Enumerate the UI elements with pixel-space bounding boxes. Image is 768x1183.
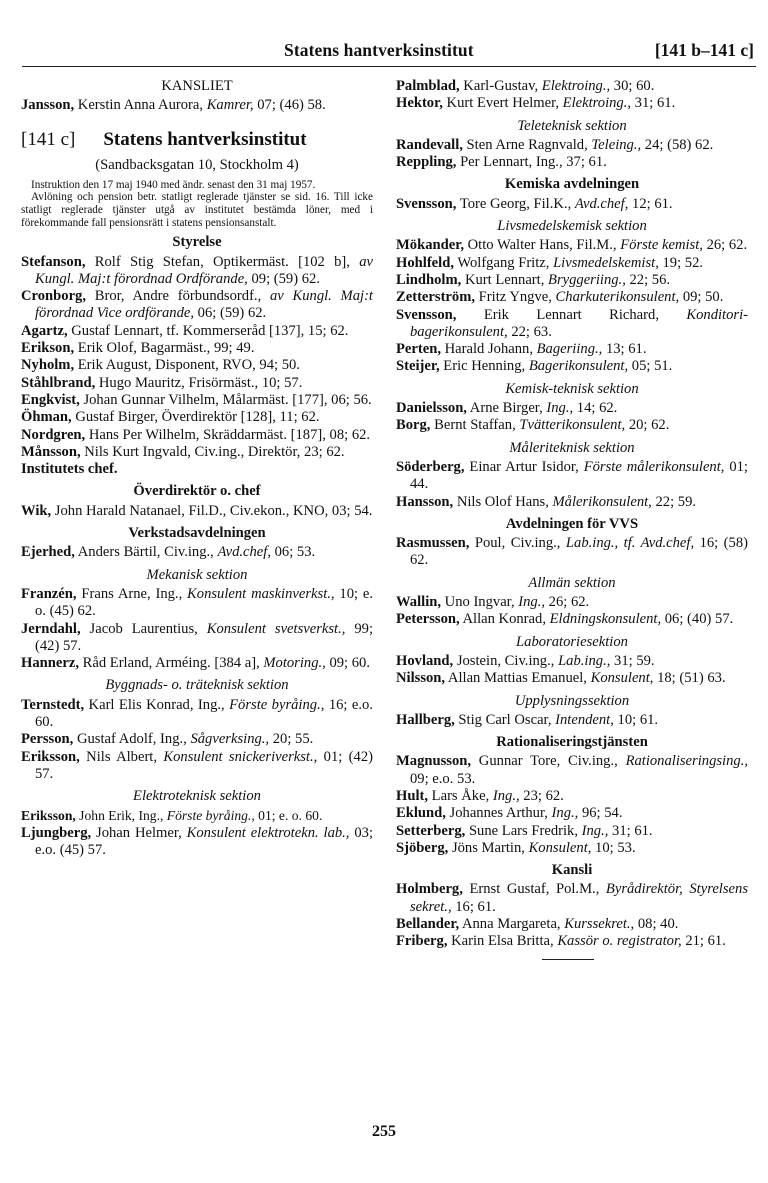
entry-text: Jacob Laurentius, xyxy=(80,620,207,637)
entry xyxy=(21,655,373,672)
entry-title: Intendent, xyxy=(555,711,614,728)
entry xyxy=(396,272,748,289)
entry-name: Svensson, xyxy=(396,306,457,323)
institute-note: Avlöning och pension betr. statligt reglerade tjänster se sid. 16. Till icke statligt reglerade tjänster utgå av institutet bestämda löner, med i förekommande fall pensionsrätt i statens pensionsanstalt. xyxy=(21,191,373,229)
entry-years: 96; 54. xyxy=(578,805,623,822)
entry-name: Hannerz, xyxy=(21,655,79,672)
entry-text: Anders Bärtil, Civ.ing., xyxy=(74,544,218,561)
entry-name: Rasmussen, xyxy=(396,535,470,552)
section-heading: Rationaliseringstjänsten xyxy=(496,734,648,751)
entry-years: 03; e.o. (45) 57. xyxy=(35,824,373,859)
entry-text: Karin Elsa Britta, xyxy=(447,933,558,950)
entry-years: 10; 61. xyxy=(613,711,659,728)
entry-years: 09; e.o. 53. xyxy=(410,770,476,787)
entry-title: Förste målerikonsulent, xyxy=(583,458,725,475)
entry-title: Eldningskonsulent, xyxy=(549,611,662,628)
entry-name: Öhman, xyxy=(21,409,72,426)
entry-title: Konsulent svetsverkst., xyxy=(206,620,346,637)
entry-text: Per Lennart, Ing., 37; 61. xyxy=(456,154,607,171)
section-heading: Kansli xyxy=(551,862,593,879)
entry xyxy=(396,823,748,840)
entry-years: 12; 61. xyxy=(628,195,673,212)
entry-title: Ing., xyxy=(581,822,609,839)
entry-name: Svensson, xyxy=(396,195,457,212)
entry-title: Kamrer, xyxy=(206,97,254,114)
entry-text: John Erik, Ing., xyxy=(75,808,167,824)
running-header-title: Statens hantverksinstitut xyxy=(284,40,474,60)
section-heading: Avdelningen för VVS xyxy=(505,515,639,532)
entry-text: Sten Arne Ragnvald, xyxy=(462,136,592,153)
entry-title: Konsulent, xyxy=(590,670,654,687)
right-column xyxy=(396,78,748,960)
entry xyxy=(396,459,748,494)
entry-years: 10; 53. xyxy=(591,839,636,856)
entry-name: Lindholm, xyxy=(396,271,462,288)
subsection-heading: Elektroteknisk sektion xyxy=(133,788,261,805)
entry-years: 31; 59. xyxy=(610,652,655,669)
entry-text: Lars Åke, xyxy=(428,787,493,804)
entry-name: Jansson, xyxy=(21,97,75,114)
entry-name: Hansson, xyxy=(396,493,454,510)
entry xyxy=(396,712,748,729)
entry-years: 26; 62. xyxy=(702,237,748,254)
entry-name: Borg, xyxy=(396,417,431,434)
entry-title: Konsulent, xyxy=(528,839,592,856)
entry xyxy=(396,805,748,822)
entry-text: Johan Gunnar Vilhelm, Målarmäst. [177], 06; 56. xyxy=(79,391,372,408)
entry-name: Månsson, xyxy=(21,443,81,460)
entry xyxy=(396,494,748,511)
entry-text: Rolf Stig Stefan, Optikermäst. [102 b], xyxy=(85,253,360,270)
entry-years: 06; (40) 57. xyxy=(661,611,734,628)
entry-name: Danielsson, xyxy=(396,400,467,417)
entry-name: Engkvist, xyxy=(21,391,80,408)
entry xyxy=(21,340,373,357)
entry xyxy=(21,375,373,392)
entry-years: 20; 55. xyxy=(269,731,314,748)
entry-name: Eklund, xyxy=(396,805,446,822)
section-heading: Verkstadsavdelningen xyxy=(128,525,266,542)
entry-title: Konditori-bagerikonsulent, xyxy=(410,306,748,340)
entry-title: Bagerikonsulent, xyxy=(528,358,629,375)
entry-title: Kurssekret., xyxy=(564,916,635,933)
entry xyxy=(21,586,373,621)
entry-years: 22; 56. xyxy=(625,271,671,288)
entry-years: 24; (58) 62. xyxy=(641,136,714,153)
entry-text: Ernst Gustaf, Pol.M., xyxy=(462,881,606,898)
entry-name: Steijer, xyxy=(396,358,440,375)
entry-text: Johannes Arthur, xyxy=(445,805,552,822)
entry xyxy=(396,594,748,611)
entry-text: Poul, Civ.ing., xyxy=(469,535,566,552)
subsection-heading: Laboratoriesektion xyxy=(516,633,628,650)
entry-title: Rationaliseringsing., xyxy=(625,753,748,770)
entry xyxy=(396,788,748,805)
subsection-heading: Kemisk-teknisk sektion xyxy=(505,380,639,397)
entry-name: Söderberg, xyxy=(396,458,465,475)
entry-text: Allan Konrad, xyxy=(459,611,550,628)
entry-text: Anna Margareta, xyxy=(459,916,565,933)
entry-title: Byrådirektör, Styrelsens sekret., xyxy=(410,881,748,915)
entry-name: Setterberg, xyxy=(396,822,466,839)
entry-title: Sågverksing., xyxy=(190,731,270,748)
entry-years: 01; e. o. 60. xyxy=(254,808,323,824)
entry-text: Jöns Martin, xyxy=(448,839,529,856)
entry-name: Ternstedt, xyxy=(21,696,85,713)
entry-text: Gunnar Tore, Civ.ing., xyxy=(471,753,626,770)
entry xyxy=(396,417,748,434)
entry-text: John Harald Natanael, Fil.D., Civ.ekon., KNO, 03; 54. xyxy=(51,502,373,519)
entry-years: 10; e. o. (45) 62. xyxy=(35,585,373,620)
entry-name: Franzén, xyxy=(21,585,77,602)
entry xyxy=(21,697,373,732)
entry-title: Målerikonsulent, xyxy=(552,493,652,510)
entry-years: 16; 61. xyxy=(451,898,496,915)
entry-title: Tvätterikonsulent, xyxy=(519,417,626,434)
entry-years: 14; 62. xyxy=(573,400,618,417)
entry xyxy=(21,825,373,860)
section-heading: Kemiska avdelningen xyxy=(504,176,640,193)
entry xyxy=(396,400,748,417)
entry-title: Ing., xyxy=(551,805,579,822)
entry-text: Nils Albert, xyxy=(79,748,164,765)
entry-text: Sune Lars Fredrik, xyxy=(465,822,582,839)
entry-title: Bageriing., xyxy=(536,341,603,358)
entry-title: Konsulent elektrotekn. lab., xyxy=(186,824,350,841)
entry xyxy=(396,289,748,306)
entry-years: 31; 61. xyxy=(608,822,653,839)
entry-text: Otto Walter Hans, Fil.M., xyxy=(463,237,621,254)
subsection-heading: Mekanisk sektion xyxy=(146,566,248,583)
entry-text: Gustaf Birger, Överdirektör [128], 11; 62. xyxy=(71,409,320,426)
left-entry-list xyxy=(21,234,373,859)
entry-years: 09; (59) 62. xyxy=(247,270,320,287)
entry-name: Palmblad, xyxy=(396,78,460,94)
entry-name: Wallin, xyxy=(396,594,442,611)
entry xyxy=(396,611,748,628)
entry-name: Jerndahl, xyxy=(21,620,81,637)
subsection-heading: Allmän sektion xyxy=(528,574,616,591)
entry-text: Gustaf Lennart, tf. Kommerseråd [137], 15; 62. xyxy=(67,322,349,339)
entry-text: Erik Lennart Richard, xyxy=(456,306,687,323)
institute-note: Instruktion den 17 maj 1940 med ändr. senast den 31 maj 1957. xyxy=(31,178,316,191)
entry-text: Råd Erland, Arméing. [384 a], xyxy=(78,655,264,672)
entry-title: Ing., xyxy=(518,594,546,611)
entry-years: 23; 62. xyxy=(519,787,564,804)
entry-name: Hovland, xyxy=(396,652,454,669)
entry xyxy=(396,881,748,916)
entry-text: Fritz Yngve, xyxy=(475,289,556,306)
entry-years: 06; (59) 62. xyxy=(194,305,267,322)
entry-text: Jostein, Civ.ing., xyxy=(453,652,559,669)
entry-name: Randevall, xyxy=(396,136,463,153)
subsection-heading: Livsmedelskemisk sektion xyxy=(497,218,647,235)
entry-text: Bernt Staffan, xyxy=(430,417,520,434)
entry-name: Nyholm, xyxy=(21,357,75,374)
entry-title: Avd.chef, xyxy=(217,544,271,561)
entry-title: Lab.ing., xyxy=(558,652,611,669)
entry-text: Harald Johann, xyxy=(440,341,537,358)
entry-name: Holmberg, xyxy=(396,881,463,898)
entry-name: Mökander, xyxy=(396,237,464,254)
entry-name: Hohlfeld, xyxy=(396,254,454,271)
entry-text: Karl Elis Konrad, Ing., xyxy=(84,696,230,713)
entry-name: Ståhlbrand, xyxy=(21,374,96,391)
entry-title: Avd.chef, xyxy=(574,195,629,212)
entry-title: Förste kemist, xyxy=(620,237,703,254)
entry-name: Nilsson, xyxy=(396,670,446,687)
entry-name: Ljungberg, xyxy=(21,824,92,841)
entry-name: Ejerhed, xyxy=(21,544,75,561)
entry-years: 13; 61. xyxy=(602,341,647,358)
entry xyxy=(21,409,373,426)
institute-heading xyxy=(21,129,373,151)
institute-name: Statens hantverksinstitut xyxy=(103,128,307,150)
entry xyxy=(396,255,748,272)
entry-text: Stig Carl Oscar, xyxy=(454,711,556,728)
entry-name: Hult, xyxy=(396,787,429,804)
entry-years: 09; 60. xyxy=(325,655,370,672)
entry xyxy=(396,670,748,687)
entry-years: 08; 40. xyxy=(634,916,679,933)
entry-name: Stefanson, xyxy=(21,253,86,270)
entry xyxy=(21,749,373,784)
section-heading: Styrelse xyxy=(172,234,222,251)
kansliet-heading: KANSLIET xyxy=(161,78,233,94)
entry-name: Nordgren, xyxy=(21,426,86,443)
section-heading: Överdirektör o. chef xyxy=(133,483,261,500)
entry-text: Bror, Andre förbundsordf., xyxy=(86,288,270,305)
entry-text: Tore Georg, Fil.K., xyxy=(456,195,575,212)
entry xyxy=(396,78,748,95)
subsection-heading: Teleteknisk sektion xyxy=(517,117,627,134)
entry xyxy=(396,840,748,857)
entry-title: Elektroing., xyxy=(541,78,611,94)
entry xyxy=(21,392,373,409)
entry-text: Kerstin Anna Aurora, xyxy=(74,97,207,114)
entry-text: Hans Per Wilhelm, Skräddarmäst. [187], 08; 62. xyxy=(85,426,371,443)
entry-years: 06; 53. xyxy=(270,544,316,561)
entry xyxy=(396,653,748,670)
entry-years: 09; 50. xyxy=(679,289,724,306)
entry-title: Elektroing., xyxy=(562,95,632,112)
entry-years: 05; 51. xyxy=(628,358,673,375)
entry-title: Livsmedelskemist, xyxy=(553,254,659,271)
entry-title: Charkuterikonsulent, xyxy=(555,289,680,306)
entry-title: Kassör o. registrator, xyxy=(557,933,682,950)
entry-name: Petersson, xyxy=(396,611,460,628)
entry-name: Eriksson, xyxy=(21,808,76,824)
entry-name: Agartz, xyxy=(21,322,68,339)
entry-text: Erik August, Disponent, RVO, 94; 50. xyxy=(74,357,300,374)
entry-name: Hallberg, xyxy=(396,711,455,728)
entry xyxy=(396,535,748,570)
entry-title: Teleing., xyxy=(591,136,642,153)
entry-name: Zetterström, xyxy=(396,289,476,306)
page-number: 255 xyxy=(372,1123,396,1140)
entry-title: Förste byråing., xyxy=(229,696,325,713)
entry-years: 22; 59. xyxy=(651,493,697,510)
entry xyxy=(396,137,748,154)
running-header xyxy=(22,40,756,67)
entry-text: Karl-Gustav, xyxy=(459,78,542,94)
entry xyxy=(396,341,748,358)
entry-name: Wik, xyxy=(21,502,52,519)
entry-text: Nils Olof Hans, xyxy=(453,493,553,510)
institute-code: [141 c] xyxy=(21,128,76,150)
entry-text: Frans Arne, Ing., xyxy=(76,585,188,602)
entry xyxy=(396,753,748,788)
end-rule xyxy=(542,959,594,960)
entry-name: Erikson, xyxy=(21,340,75,357)
entry-name: Cronborg, xyxy=(21,288,87,305)
entry-years: 16; e.o. 60. xyxy=(35,696,373,730)
entry-text: Eric Henning, xyxy=(439,358,529,375)
entry-years: 01; (42) 57. xyxy=(35,748,373,782)
entry-title: Motoring., xyxy=(263,655,326,672)
entry xyxy=(396,237,748,254)
entry-name: Magnusson, xyxy=(396,753,472,770)
entry xyxy=(21,731,373,748)
entry-text: Johan Helmer, xyxy=(91,824,187,841)
entry xyxy=(21,503,373,520)
entry-years: 26; 62. xyxy=(545,594,590,611)
entry-years: 21; 61. xyxy=(681,933,726,950)
entry-text: Nils Kurt Ingvald, Civ.ing., Direktör, 23; 62. xyxy=(80,443,345,460)
entry xyxy=(396,933,748,950)
entry xyxy=(396,307,748,342)
entry-years: 20; 62. xyxy=(625,417,670,434)
institute-address: (Sandbacksgatan 10, Stockholm 4) xyxy=(95,156,299,173)
entry-text: Hugo Mauritz, Frisörmäst., 10; 57. xyxy=(95,374,303,391)
entry-title: Bryggeriing., xyxy=(548,271,626,288)
entry-name: Bellander, xyxy=(396,916,460,933)
entry-years: 30; 60. xyxy=(610,78,655,94)
running-header-range: [141 b–141 c] xyxy=(654,40,754,60)
entry-years: 16; (58) 62. xyxy=(410,535,748,569)
entry-years: 19; 52. xyxy=(658,254,704,271)
entry-title: av Kungl. Maj:t förordnad Vice ordförande, xyxy=(35,288,373,322)
entry-years: 07; (46) 58. xyxy=(253,97,326,114)
entry xyxy=(21,807,373,824)
entry-title: Ing., xyxy=(492,787,520,804)
entry-text: Kurt Lennart, xyxy=(461,271,549,288)
entry-name: Perten, xyxy=(396,341,441,358)
entry-name: Persson, xyxy=(21,731,74,748)
entry-text: Gustaf Adolf, Ing., xyxy=(73,731,191,748)
entry xyxy=(396,196,748,213)
subsection-heading: Upplysningssektion xyxy=(514,692,630,709)
entry-years: 22; 63. xyxy=(507,323,552,340)
kansliet-entry xyxy=(21,97,373,114)
entry-title: Förste byråing., xyxy=(166,808,255,824)
subsection-heading: Byggnads- o. träteknisk sektion xyxy=(105,677,289,694)
entry-title: Lab.ing., tf. Avd.chef, xyxy=(565,535,695,552)
entry xyxy=(21,544,373,561)
entry-years: 18; (51) 63. xyxy=(653,670,726,687)
entry-text: Einar Artur Isidor, xyxy=(464,458,584,475)
entry-name: Hektor, xyxy=(396,95,443,112)
entry-title: Konsulent maskinverkst., xyxy=(187,585,335,602)
entry-name: Sjöberg, xyxy=(396,839,449,856)
entry-name: Reppling, xyxy=(396,154,457,171)
entry xyxy=(21,427,373,444)
entry xyxy=(396,916,748,933)
entry xyxy=(396,358,748,375)
entry xyxy=(21,357,373,374)
entry xyxy=(21,444,373,461)
entry-years: 01; 44. xyxy=(410,458,748,493)
entry xyxy=(396,95,748,112)
entry xyxy=(21,323,373,340)
entry xyxy=(21,288,373,323)
entry-years: 99; (42) 57. xyxy=(35,620,374,654)
entry-name: Eriksson, xyxy=(21,748,80,765)
entry-text: Wolfgang Fritz, xyxy=(453,254,554,271)
entry-text: Erik Olof, Bagarmäst., 99; 49. xyxy=(74,340,255,357)
subsection-heading: Måleriteknisk sektion xyxy=(509,439,635,456)
entry-text: Uno Ingvar, xyxy=(441,594,519,611)
left-column xyxy=(21,78,373,859)
entry-years: 31; 61. xyxy=(631,95,676,112)
entry-text: Allan Mattias Emanuel, xyxy=(445,670,591,687)
bold-line: Institutets chef. xyxy=(21,461,118,478)
entry xyxy=(396,154,748,171)
entry-title: Ing., xyxy=(546,400,574,417)
entry-title: av Kungl. Maj:t förordnad Ordförande, xyxy=(35,253,373,287)
right-entry-list xyxy=(396,78,748,951)
entry-text: Kurt Evert Helmer, xyxy=(442,95,563,112)
entry-text: Arne Birger, xyxy=(466,400,547,417)
entry xyxy=(21,621,373,656)
entry-title: Konsulent snickeriverkst., xyxy=(163,748,318,765)
entry xyxy=(21,254,373,289)
entry-name: Friberg, xyxy=(396,933,448,950)
